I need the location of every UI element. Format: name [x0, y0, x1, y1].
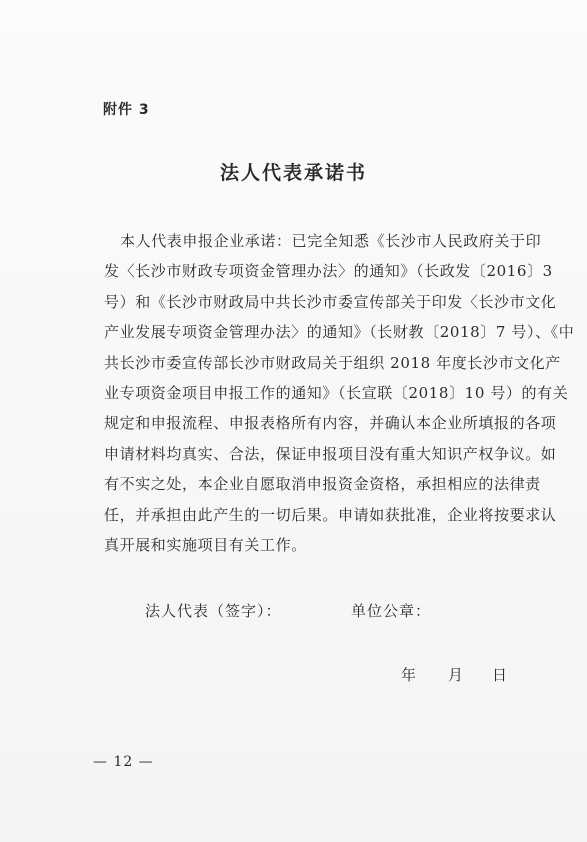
body-line: 业专项资金项目申报工作的通知》（长宣联〔2018〕10 号）的有关 [104, 383, 569, 402]
body-line: 本人代表申报企业承诺：已完全知悉《长沙市人民政府关于印 [120, 232, 542, 250]
date-month-label: 月 [448, 666, 464, 684]
commitment-body [104, 226, 575, 560]
page-number: — 12 — [93, 754, 154, 770]
body-line: 规定和申报流程、申报表格所有内容，并确认本企业所填报的各项 [104, 414, 557, 433]
body-line: 号）和《长沙市财政局中共长沙市委宣传部关于印发〈长沙市文化 [104, 292, 557, 311]
body-line: 申请材料均真实、合法，保证申报项目没有重大知识产权争议。如 [104, 444, 557, 463]
company-seal-label: 单位公章： [351, 602, 432, 620]
body-line: 产业发展专项资金管理办法〉的通知》（长财教〔2018〕7 号）、《中 [104, 323, 575, 342]
body-line: 发〈长沙市财政专项资金管理办法〉的通知》（长政发〔2016〕3 [104, 262, 553, 281]
body-line: 有不实之处，本企业自愿取消申报资金资格，承担相应的法律责 [104, 475, 541, 494]
legal-rep-signature-label: 法人代表（签字）： [145, 602, 282, 620]
date-day-label: 日 [492, 666, 508, 684]
date-year-label: 年 [401, 666, 417, 684]
body-line: 任，并承担由此产生的一切后果。申请如获批准，企业将按要求认 [104, 505, 557, 524]
attachment-label: 附件 3 [103, 102, 150, 118]
body-line: 共长沙市委宣传部长沙市财政局关于组织 2018 年度长沙市文化产 [104, 353, 561, 372]
document-title: 法人代表承诺书 [219, 162, 367, 184]
body-line: 真开展和实施项目有关工作。 [104, 535, 307, 554]
